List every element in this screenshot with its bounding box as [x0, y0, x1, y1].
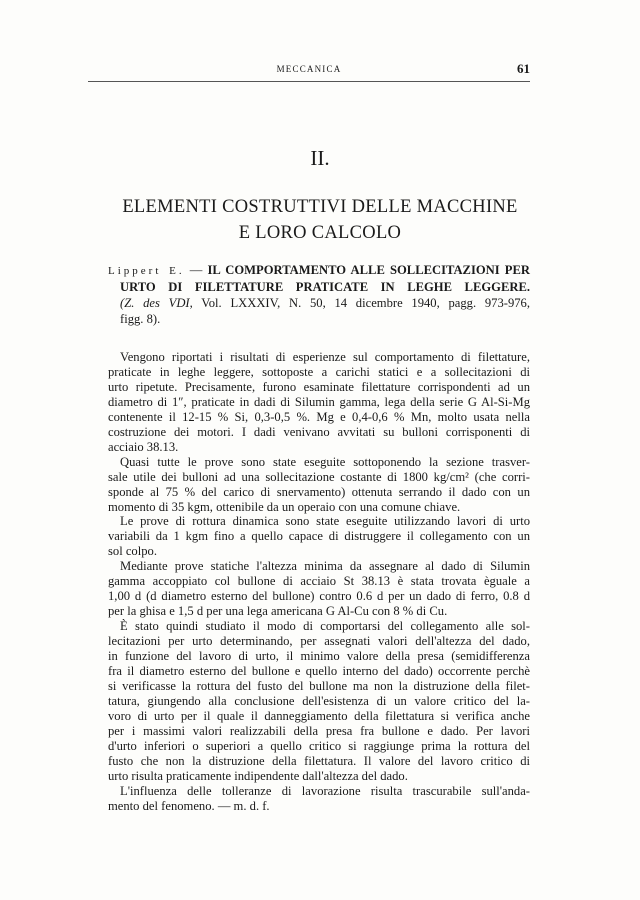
text-line: tatura, giungendo alla conclusione dell'esistenza di un valore critico del la-: [108, 693, 530, 708]
paragraph: [108, 559, 530, 619]
text-line: sponde al 75 % del carico di snervamento) ottenuta serrando il dado con un: [108, 484, 530, 499]
text-line: voro di urto per il quale il danneggiamento della filettatura si verifica anche: [108, 708, 530, 723]
entry-source: figg. 8).: [120, 312, 161, 326]
section-title-line: ELEMENTI COSTRUTTIVI DELLE MACCHINE: [122, 197, 518, 217]
text-line: urto risulta praticamente indipendente dall'altezza del dado.: [108, 768, 408, 783]
text-line: fra il diametro esterno del bullone e quello interno del dado) occorrente perchè: [108, 664, 530, 679]
entry-title-line: URTO DI FILETTATURE PRATICATE IN LEGHE LEGGERE.: [120, 280, 530, 294]
text-line: lecitazioni per urto determinando, per assegnati valori dell'altezza del dado,: [108, 634, 530, 649]
text-line: acciaio 38.13.: [108, 439, 179, 454]
text-line: momento di 35 kgm, ottenibile da un operaio con una comune chiave.: [108, 499, 461, 514]
text-line: in funzione del lavoro di urto, il minimo valore della presa (semidifferenza: [108, 649, 530, 664]
text-line: sale utile dei bulloni ad una sollecitazione costante di 1800 kg/cm² (che corri-: [108, 469, 530, 484]
text-line: sol colpo.: [108, 544, 157, 559]
text-line: Mediante prove statiche l'altezza minima da assegnare al dado di Silumin: [120, 559, 530, 574]
section-title: [0, 194, 640, 246]
entry-journal: (Z. des VDI,: [120, 296, 193, 310]
text-line: per la ghisa e 1,5 d per una lega americana G Al-Cu con 8 % di Cu.: [108, 604, 448, 619]
header-rule: [88, 81, 530, 82]
abstract-body: [108, 350, 530, 814]
text-line: Le prove di rottura dinamica sono state eseguite utilizzando lavori di urto: [120, 514, 530, 529]
text-line: gamma accoppiato col bullone di acciaio St 38.13 è stata trovata èguale a: [108, 574, 530, 589]
entry-author: Lippert E.: [108, 265, 185, 277]
entry-dash: —: [184, 263, 208, 277]
paragraph: [108, 455, 530, 515]
text-line: È stato quindi studiato il modo di comportarsi del collegamento alle sol-: [120, 619, 530, 634]
text-line: praticate in leghe leggere, sottoposte a carichi statici e a sollecitazioni di: [108, 364, 530, 379]
text-line: si verificasse la rottura del fusto del bullone ma non la distruzione della filet-: [108, 678, 530, 693]
text-line: mento del fenomeno. — m. d. f.: [108, 798, 270, 813]
text-line: per i massimi valori realizzabili della presa fra bullone e dado. Per lavori: [108, 723, 530, 738]
paragraph: [108, 350, 530, 455]
text-line: Vengono riportati i risultati di esperienze sul comportamento di filettature,: [120, 350, 530, 364]
paragraph: [108, 514, 530, 559]
paragraph: [108, 619, 530, 783]
running-head-title: MECCANICA: [276, 64, 342, 74]
running-head: [88, 61, 530, 77]
text-line: urto ripetute. Precisamente, furono esaminate filettature corrispondenti ad un: [108, 379, 530, 394]
bibliographic-entry: [108, 262, 530, 327]
text-line: contenente il 12-15 % Si, 0,3-0,5 %. Mg e 0,4-0,6 % Mn, molto usata nella: [108, 409, 530, 424]
text-line: 1,00 d (d diametro esterno del bullone) contro 0.6 d per un dado di ferro, 0.8 d: [108, 589, 530, 604]
text-line: diametro di 1″, praticate in dadi di Silumin gamma, lega della serie G Al-Si-Mg: [108, 394, 530, 409]
text-line: fusto che non la distruzione della filettatura. Il valore del lavoro critico di: [108, 753, 530, 768]
text-line: variabili da 1 kgm fino a quello capace di distruggere il collegamento con un: [108, 529, 530, 544]
text-line: L'influenza delle tolleranze di lavorazione risulta trascurabile sull'anda-: [120, 783, 530, 798]
paragraph: [108, 784, 530, 814]
entry-source: Vol. LXXXIV, N. 50, 14 dicembre 1940, pagg. 973-976,: [192, 296, 530, 310]
text-line: d'urto inferiori o superiori a quello critico si raggiunge prima la rottura del: [108, 738, 530, 753]
section-title-line: E LORO CALCOLO: [238, 223, 402, 243]
section-number: II.: [310, 146, 330, 170]
entry-title-line: IL COMPORTAMENTO ALLE SOLLECITAZIONI PER: [207, 263, 530, 277]
page-number: 61: [517, 61, 530, 76]
text-line: Quasi tutte le prove sono state eseguite sottoponendo la sezione trasver-: [120, 454, 530, 469]
text-line: costruzione dei motori. I dadi venivano avvitati su bulloni corrisponenti di: [108, 424, 530, 439]
